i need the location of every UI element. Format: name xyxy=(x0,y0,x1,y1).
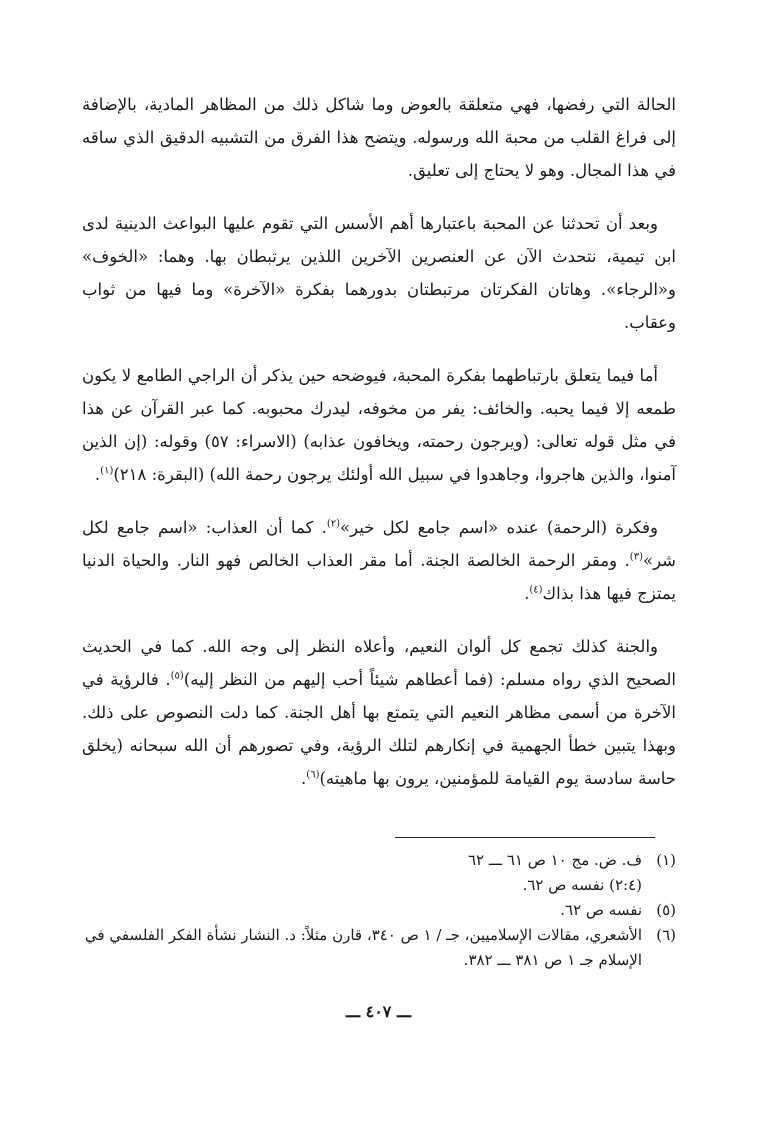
footnote-text: الأشعري، مقالات الإسلاميين، جـ / ١ ص ٣٤٠، قارن مثلاً: د. النشار نشأة الفكر الفلسفي في الإسلام جـ ١ ص ٣٨١ ـــ ٣٨٢. xyxy=(84,926,642,969)
footnote-number: (١) xyxy=(656,851,676,869)
footnote-5 xyxy=(82,898,676,923)
paragraph-1: الحالة التي رفضها، فهي متعلقة بالعوض وما شاكل ذلك من المظاهر المادية، بالإضافة إلى فراغ القلب من محبة الله ورسوله. ويتضح هذا الفرق من التشبيه الدقيق الذي ساقه في هذا المجال. وهو لا يحتاج إلى تعليق. xyxy=(82,95,676,180)
footnote-6 xyxy=(82,923,676,973)
paragraph-2: وبعد أن تحدثنا عن المحبة باعتبارها أهم الأسس التي تقوم عليها البواعث الدينية لدى ابن تيمية، نتحدث الآن عن العنصرين الآخرين اللذين يرتبطان بها. وهما: «الخوف» و«الرجاء». وهاتان الفكرتان مرتبطتان بدورهما بفكرة «الآخرة» وما فيها من ثواب وعقاب. xyxy=(82,214,676,332)
footnote-2-4 xyxy=(82,873,676,898)
footnote-text: (٢:٤) نفسه ص ٦٢. xyxy=(522,876,642,894)
paragraph-4: وفكرة (الرحمة) عنده «اسم جامع لكل خير»$^{(٢)}$. كما أن العذاب: «اسم جامع لكل شر»$^{(٣)}$. ومقر الرحمة الخالصة الجنة. أما مقر العذاب الخالص فهو النار. والحياة الدنيا يمتزج فيها هذا بذاك$^{(٤)}$. xyxy=(82,518,676,603)
footnote-divider xyxy=(395,837,655,838)
footnote-number: (٥) xyxy=(656,901,676,919)
footnote-1 xyxy=(82,848,676,873)
footnotes xyxy=(82,848,676,973)
main-text xyxy=(82,88,676,815)
footnote-text: نفسه ص ٦٢. xyxy=(560,901,642,919)
footnote-text: ف. ض. مج ١٠ ص ٦١ ـــ ٦٢ xyxy=(467,851,642,869)
paragraph-5: والجنة كذلك تجمع كل ألوان النعيم، وأعلاه النظر إلى وجه الله. كما في الحديث الصحيح الذي رواه مسلم: (فما أعطاهم شيئاً أحب إليهم من النظر إليه)$^{(٥)}$. فالرؤية في الآخرة من أسمى مظاهر النعيم التي يتمتع بها أهل الجنة. كما دلت النصوص على ذلك. وبهذا يتبين خطأ الجهمية في إنكارهم لتلك الرؤية، وفي تصورهم أن الله سبحانه (يخلق حاسة سادسة يوم القيامة للمؤمنين، يرون بها ماهيته)$^{(٦)}$. xyxy=(82,637,676,788)
paragraph-3: أما فيما يتعلق بارتباطهما بفكرة المحبة، فيوضحه حين يذكر أن الراجي الطامع لا يكون طمعه إلا فيما يحبه. والخائف: يفر من مخوفه، ليدرك محبوبه. كما عبر القرآن عن هذا في مثل قوله تعالى: (ويرجون رحمته، ويخافون عذابه) (الاسراء: ٥٧) وقوله: (إن الذين آمنوا، والذين هاجروا، وجاهدوا في سبيل الله أولئك يرجون رحمة الله) (البقرة: ٢١٨)$^{(١)}$. xyxy=(82,366,676,484)
footnote-number: (٦) xyxy=(656,926,676,944)
page-number: ـــ ٤٠٧ ـــ xyxy=(345,1002,412,1021)
